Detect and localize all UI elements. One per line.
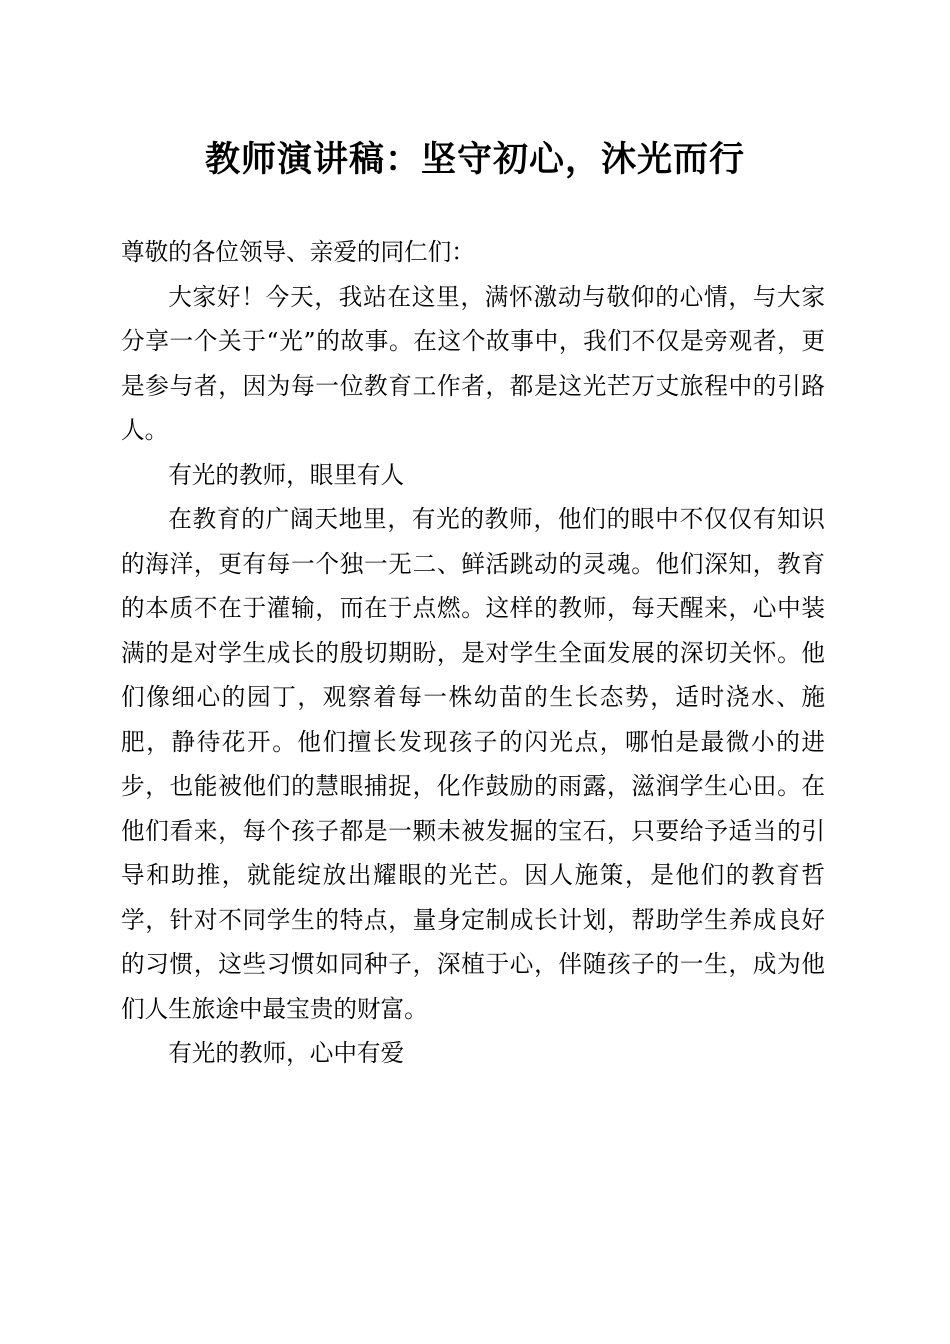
paragraph-eyes: 在教育的广阔天地里，有光的教师，他们的眼中不仅仅有知识的海洋，更有每一个独一无二、鲜活跳动的灵魂。他们深知，教育的本质不在于灌输，而在于点燃。这样的教师，每天醒来，心中装满的是对学生成长的殷切期盼，是对学生全面发展的深切关怀。他们像细心的园丁，观察着每一株幼苗的生长态势，适时浇水、施肥，静待花开。他们擅长发现孩子的闪光点，哪怕是最微小的进步，也能被他们的慧眼捕捉，化作鼓励的雨露，滋润学生心田。在他们看来，每个孩子都是一颗未被发掘的宝石，只要给予适当的引导和助推，就能绽放出耀眼的光芒。因人施策，是他们的教育哲学，针对不同学生的特点，量身定制成长计划，帮助学生养成良好的习惯，这些习惯如同种子，深植于心，伴随孩子的一生，成为他们人生旅途中最宝贵的财富。 bbox=[121, 505, 825, 1023]
section-heading-love: 有光的教师，心中有爱 bbox=[168, 1039, 405, 1067]
greeting-line: 尊敬的各位领导、亲爱的同仁们： bbox=[121, 238, 475, 266]
paragraph-intro: 大家好！今天，我站在这里，满怀激动与敬仰的心情，与大家分享一个关于“光”的故事。在这个故事中，我们不仅是旁观者，更是参与者，因为每一位教育工作者，都是这光芒万丈旅程中的引路人。 bbox=[121, 282, 825, 444]
document-body bbox=[121, 230, 825, 1076]
document-title: 教师演讲稿：坚守初心，沐光而行 bbox=[204, 139, 745, 180]
section-heading-eyes: 有光的教师，眼里有人 bbox=[168, 460, 405, 489]
